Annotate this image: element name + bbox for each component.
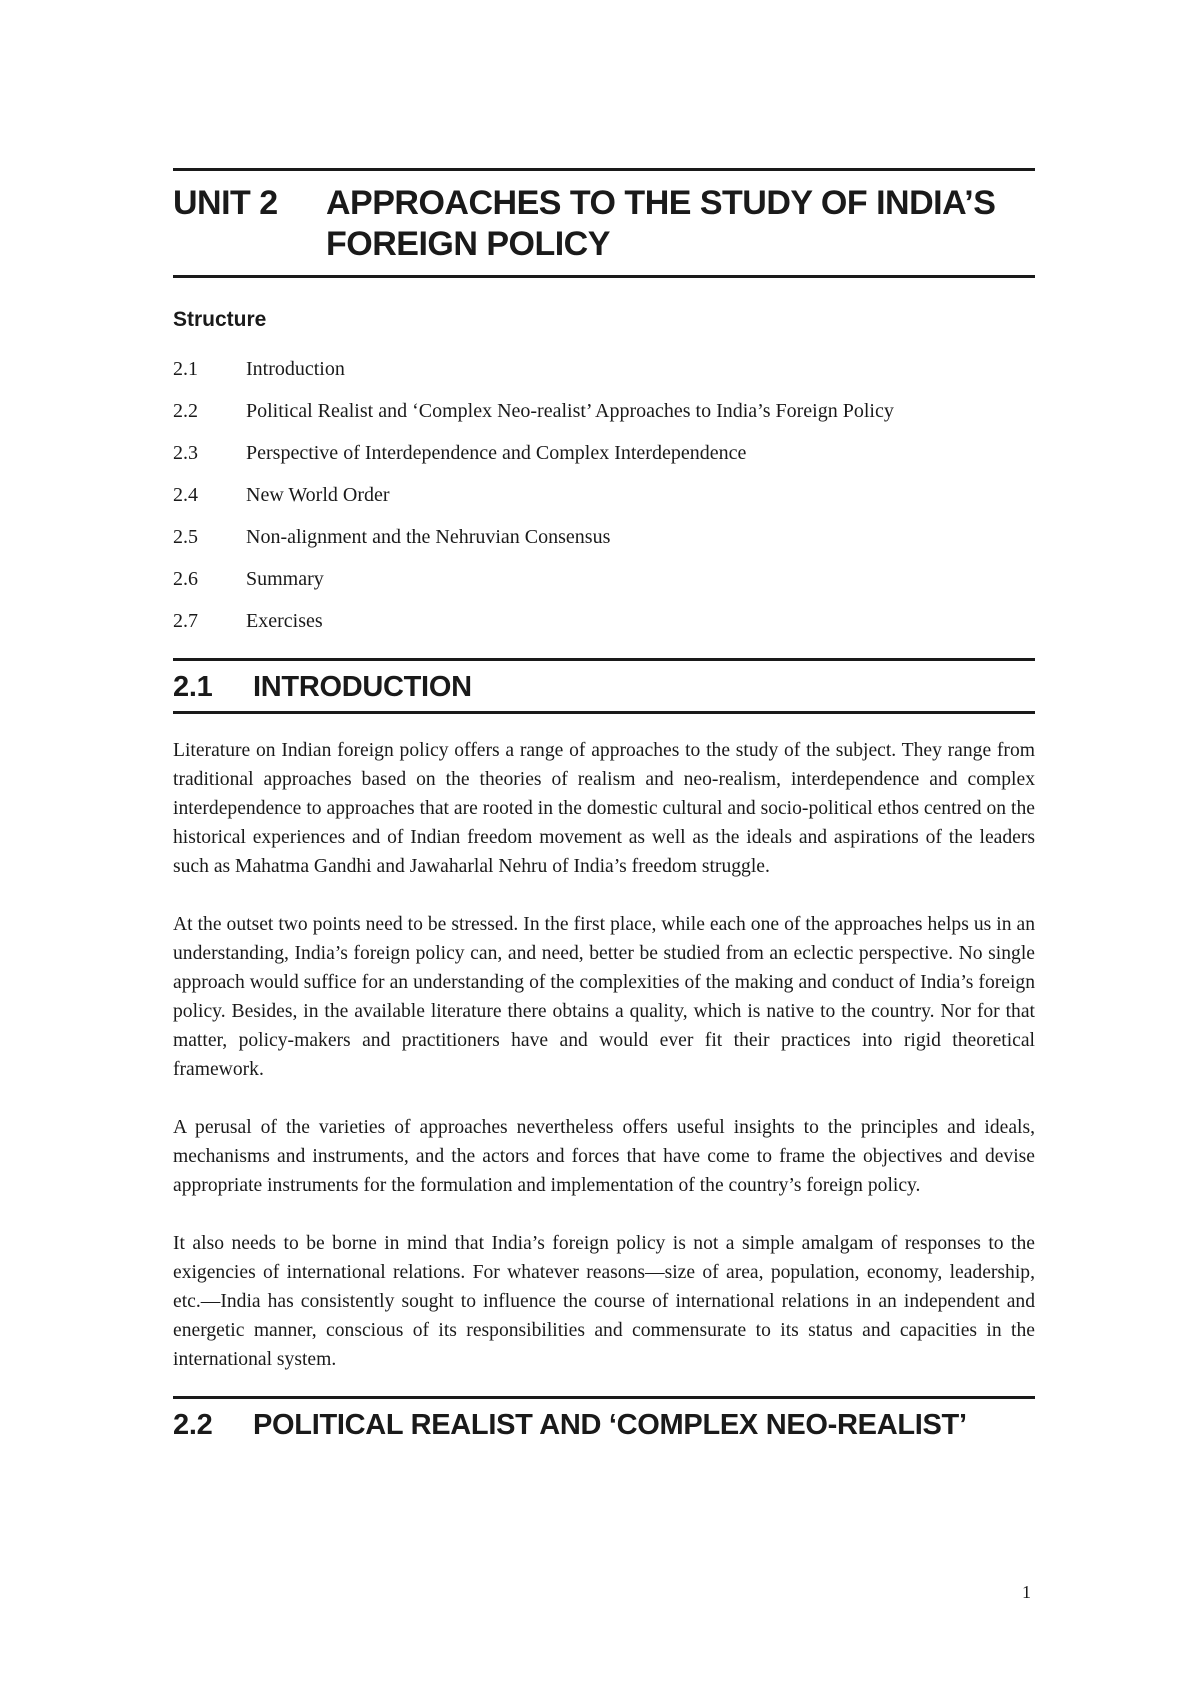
- structure-item-number: 2.5: [173, 526, 198, 548]
- structure-item: [173, 390, 1035, 432]
- intro-paragraph-3: A perusal of the varieties of approaches nevertheless offers useful insights to the principles and ideals, mechanisms and instruments, and the actors and forces that have come to frame the objectives and devise appropriate instruments for the formulation and implementation of the country’s foreign policy.: [173, 1117, 1035, 1196]
- section-next-number: 2.2: [173, 1409, 213, 1441]
- section-intro-title: INTRODUCTION: [253, 671, 472, 703]
- structure-list: [173, 348, 1035, 642]
- structure-item-number: 2.4: [173, 484, 198, 506]
- section-next-heading: [173, 1399, 1035, 1449]
- structure-item: [173, 516, 1035, 558]
- structure-item-label: Introduction: [246, 358, 345, 380]
- structure-item-label: Political Realist and ‘Complex Neo-realist’ Approaches to India’s Foreign Policy: [246, 400, 894, 422]
- intro-paragraph-4: It also needs to be borne in mind that India’s foreign policy is not a simple amalgam of responses to the exigencies of international relations. For whatever reasons—size of area, population, economy, leadership, etc.—India has consistently sought to influence the course of international relations in an independent and energetic manner, conscious of its responsibilities and commensurate to its status and capacities in the international system.: [173, 1233, 1035, 1370]
- structure-item-number: 2.3: [173, 442, 198, 464]
- structure-item-number: 2.7: [173, 610, 198, 632]
- unit-number: UNIT 2: [173, 184, 278, 222]
- unit-title: [326, 183, 1035, 265]
- section-intro-bottom-rule: [173, 711, 1035, 714]
- unit-title-line-2: FOREIGN POLICY: [326, 225, 610, 263]
- structure-item-label: New World Order: [246, 484, 390, 506]
- document-page: [173, 168, 1035, 1449]
- structure-item-label: Summary: [246, 568, 324, 590]
- structure-item-label: Exercises: [246, 610, 323, 632]
- intro-paragraph-2: At the outset two points need to be stressed. In the first place, while each one of the approaches helps us in an understanding, India’s foreign policy can, and need, better be studied from an eclectic perspective. No single approach would suffice for an understanding of the complexities of the making and conduct of India’s foreign policy. Besides, in the available literature there obtains a quality, which is native to the country. Nor for that matter, policy-makers and practitioners have and would ever fit their practices into rigid theoretical framework.: [173, 914, 1035, 1080]
- structure-item-label: Perspective of Interdependence and Complex Interdependence: [246, 442, 747, 464]
- structure-item-number: 2.6: [173, 568, 198, 590]
- structure-item: [173, 474, 1035, 516]
- unit-title-line-1: APPROACHES TO THE STUDY OF INDIA’S: [326, 184, 996, 222]
- structure-item: [173, 600, 1035, 642]
- section-next-title: POLITICAL REALIST AND ‘COMPLEX NEO-REALIST’: [253, 1409, 967, 1441]
- structure-item: [173, 432, 1035, 474]
- structure-item: [173, 558, 1035, 600]
- unit-heading: [173, 171, 1035, 275]
- section-intro-number: 2.1: [173, 671, 213, 703]
- structure-item: [173, 348, 1035, 390]
- section-intro-heading: [173, 661, 1035, 711]
- intro-paragraph-1: Literature on Indian foreign policy offers a range of approaches to the study of the subject. They range from traditional approaches based on the theories of realism and neo-realism, interdependence and complex interdependence to approaches that are rooted in the domestic cultural and socio-political ethos centred on the historical experiences and of Indian freedom movement as well as the ideals and aspirations of the leaders such as Mahatma Gandhi and Jawaharlal Nehru of India’s freedom struggle.: [173, 740, 1035, 877]
- unit-bottom-rule: [173, 275, 1035, 278]
- structure-item-label: Non-alignment and the Nehruvian Consensus: [246, 526, 611, 548]
- page-number: 1: [1022, 1582, 1031, 1602]
- structure-heading: Structure: [173, 308, 267, 331]
- structure-item-number: 2.2: [173, 400, 198, 422]
- structure-item-number: 2.1: [173, 358, 198, 380]
